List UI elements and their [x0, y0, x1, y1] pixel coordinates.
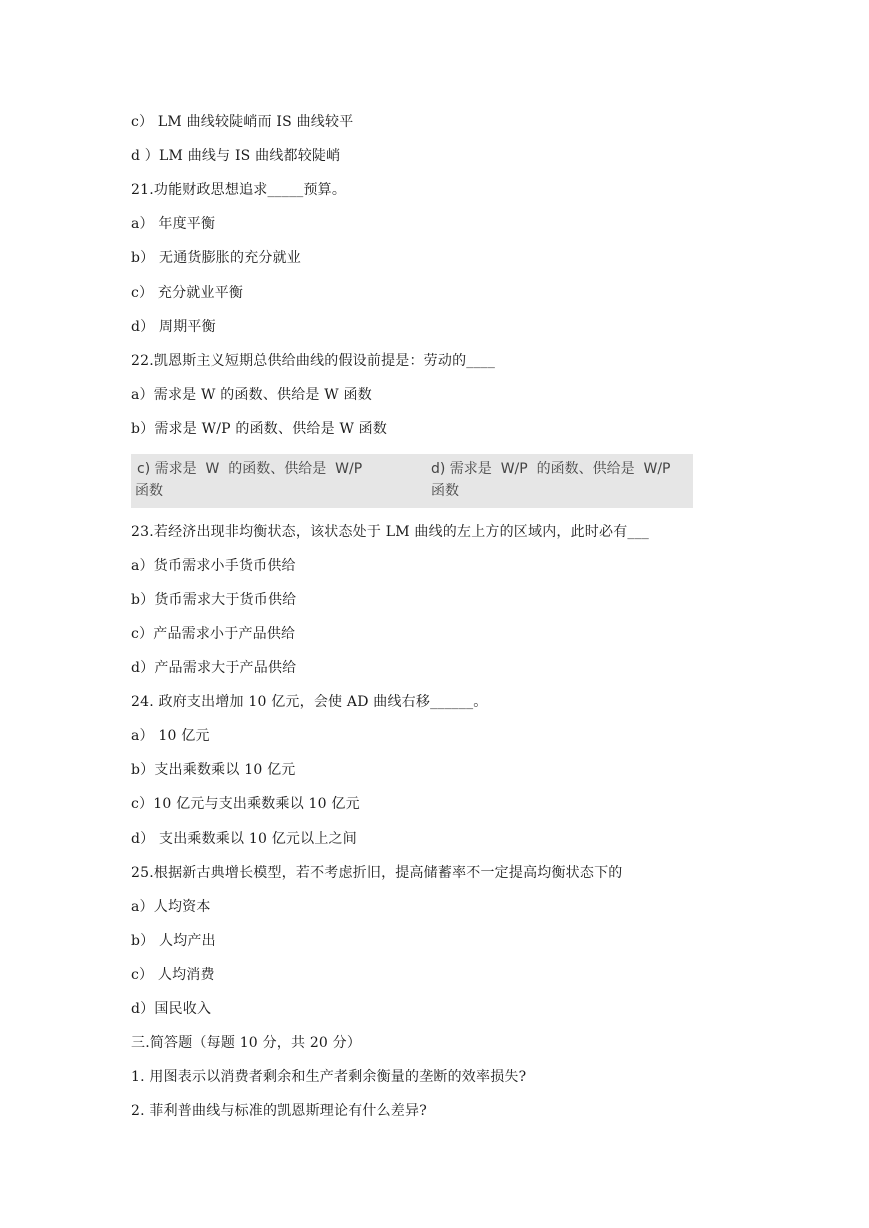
option-q22-c-continued: 函数	[135, 483, 163, 499]
question-25: 25.根据新古典增长模型，若不考虑折旧，提高储蓄率不一定提高均衡状态下的	[131, 865, 623, 881]
question-24: 24. 政府支出增加 10 亿元，会使 AD 曲线右移______。	[131, 694, 488, 710]
option-q25-b: b） 人均产出	[131, 933, 216, 949]
option-q21-d: d） 周期平衡	[131, 319, 216, 335]
option-q24-a: a） 10 亿元	[131, 728, 210, 744]
question-21: 21.功能财政思想追求_____预算。	[131, 182, 347, 198]
option-q22-b: b）需求是 W/P 的函数、供给是 W 函数	[131, 421, 388, 437]
question-22: 22.凯恩斯主义短期总供给曲线的假设前提是：劳动的____	[131, 353, 496, 369]
option-q22-a: a）需求是 W 的函数、供给是 W 函数	[131, 387, 372, 403]
option-q24-d: d） 支出乘数乘以 10 亿元以上之间	[131, 831, 357, 847]
option-q25-c: c） 人均消费	[131, 967, 215, 983]
short-answer-2: 2. 菲利普曲线与标准的凯恩斯理论有什么差异?	[131, 1103, 427, 1119]
option-q23-b: b）货币需求大于货币供给	[131, 592, 297, 608]
option-q25-d: d）国民收入	[131, 1001, 212, 1017]
option-q21-c: c） 充分就业平衡	[131, 285, 244, 301]
option-q25-a: a）人均资本	[131, 899, 211, 915]
option-q24-b: b）支出乘数乘以 10 亿元	[131, 762, 296, 778]
option-q21-b: b） 无通货膨胀的充分就业	[131, 250, 302, 266]
section-heading-short-answer: 三.简答题（每题 10 分，共 20 分）	[131, 1035, 362, 1051]
option-q23-a: a）货币需求小手货币供给	[131, 558, 296, 574]
option-q23-d: d）产品需求大于产品供给	[131, 660, 297, 676]
option-q24-c: c）10 亿元与支出乘数乘以 10 亿元	[131, 796, 360, 812]
scanned-options-q22	[131, 454, 693, 508]
option-q22-d: d) 需求是 W/P 的函数、供给是 W/P	[431, 461, 671, 477]
question-23: 23.若经济出现非均衡状态，该状态处于 LM 曲线的左上方的区域内，此时必有___	[131, 524, 649, 540]
option-q20-c: c） LM 曲线较陡峭而 IS 曲线较平	[131, 114, 354, 130]
option-q23-c: c）产品需求小于产品供给	[131, 626, 296, 642]
option-q21-a: a） 年度平衡	[131, 216, 216, 232]
option-q20-d: d ）LM 曲线与 IS 曲线都较陡峭	[131, 148, 341, 164]
option-q22-c: c) 需求是 W 的函数、供给是 W/P	[137, 461, 363, 477]
option-q22-d-continued: 函数	[431, 483, 459, 499]
short-answer-1: 1. 用图表示以消费者剩余和生产者剩余衡量的垄断的效率损失?	[131, 1069, 527, 1085]
